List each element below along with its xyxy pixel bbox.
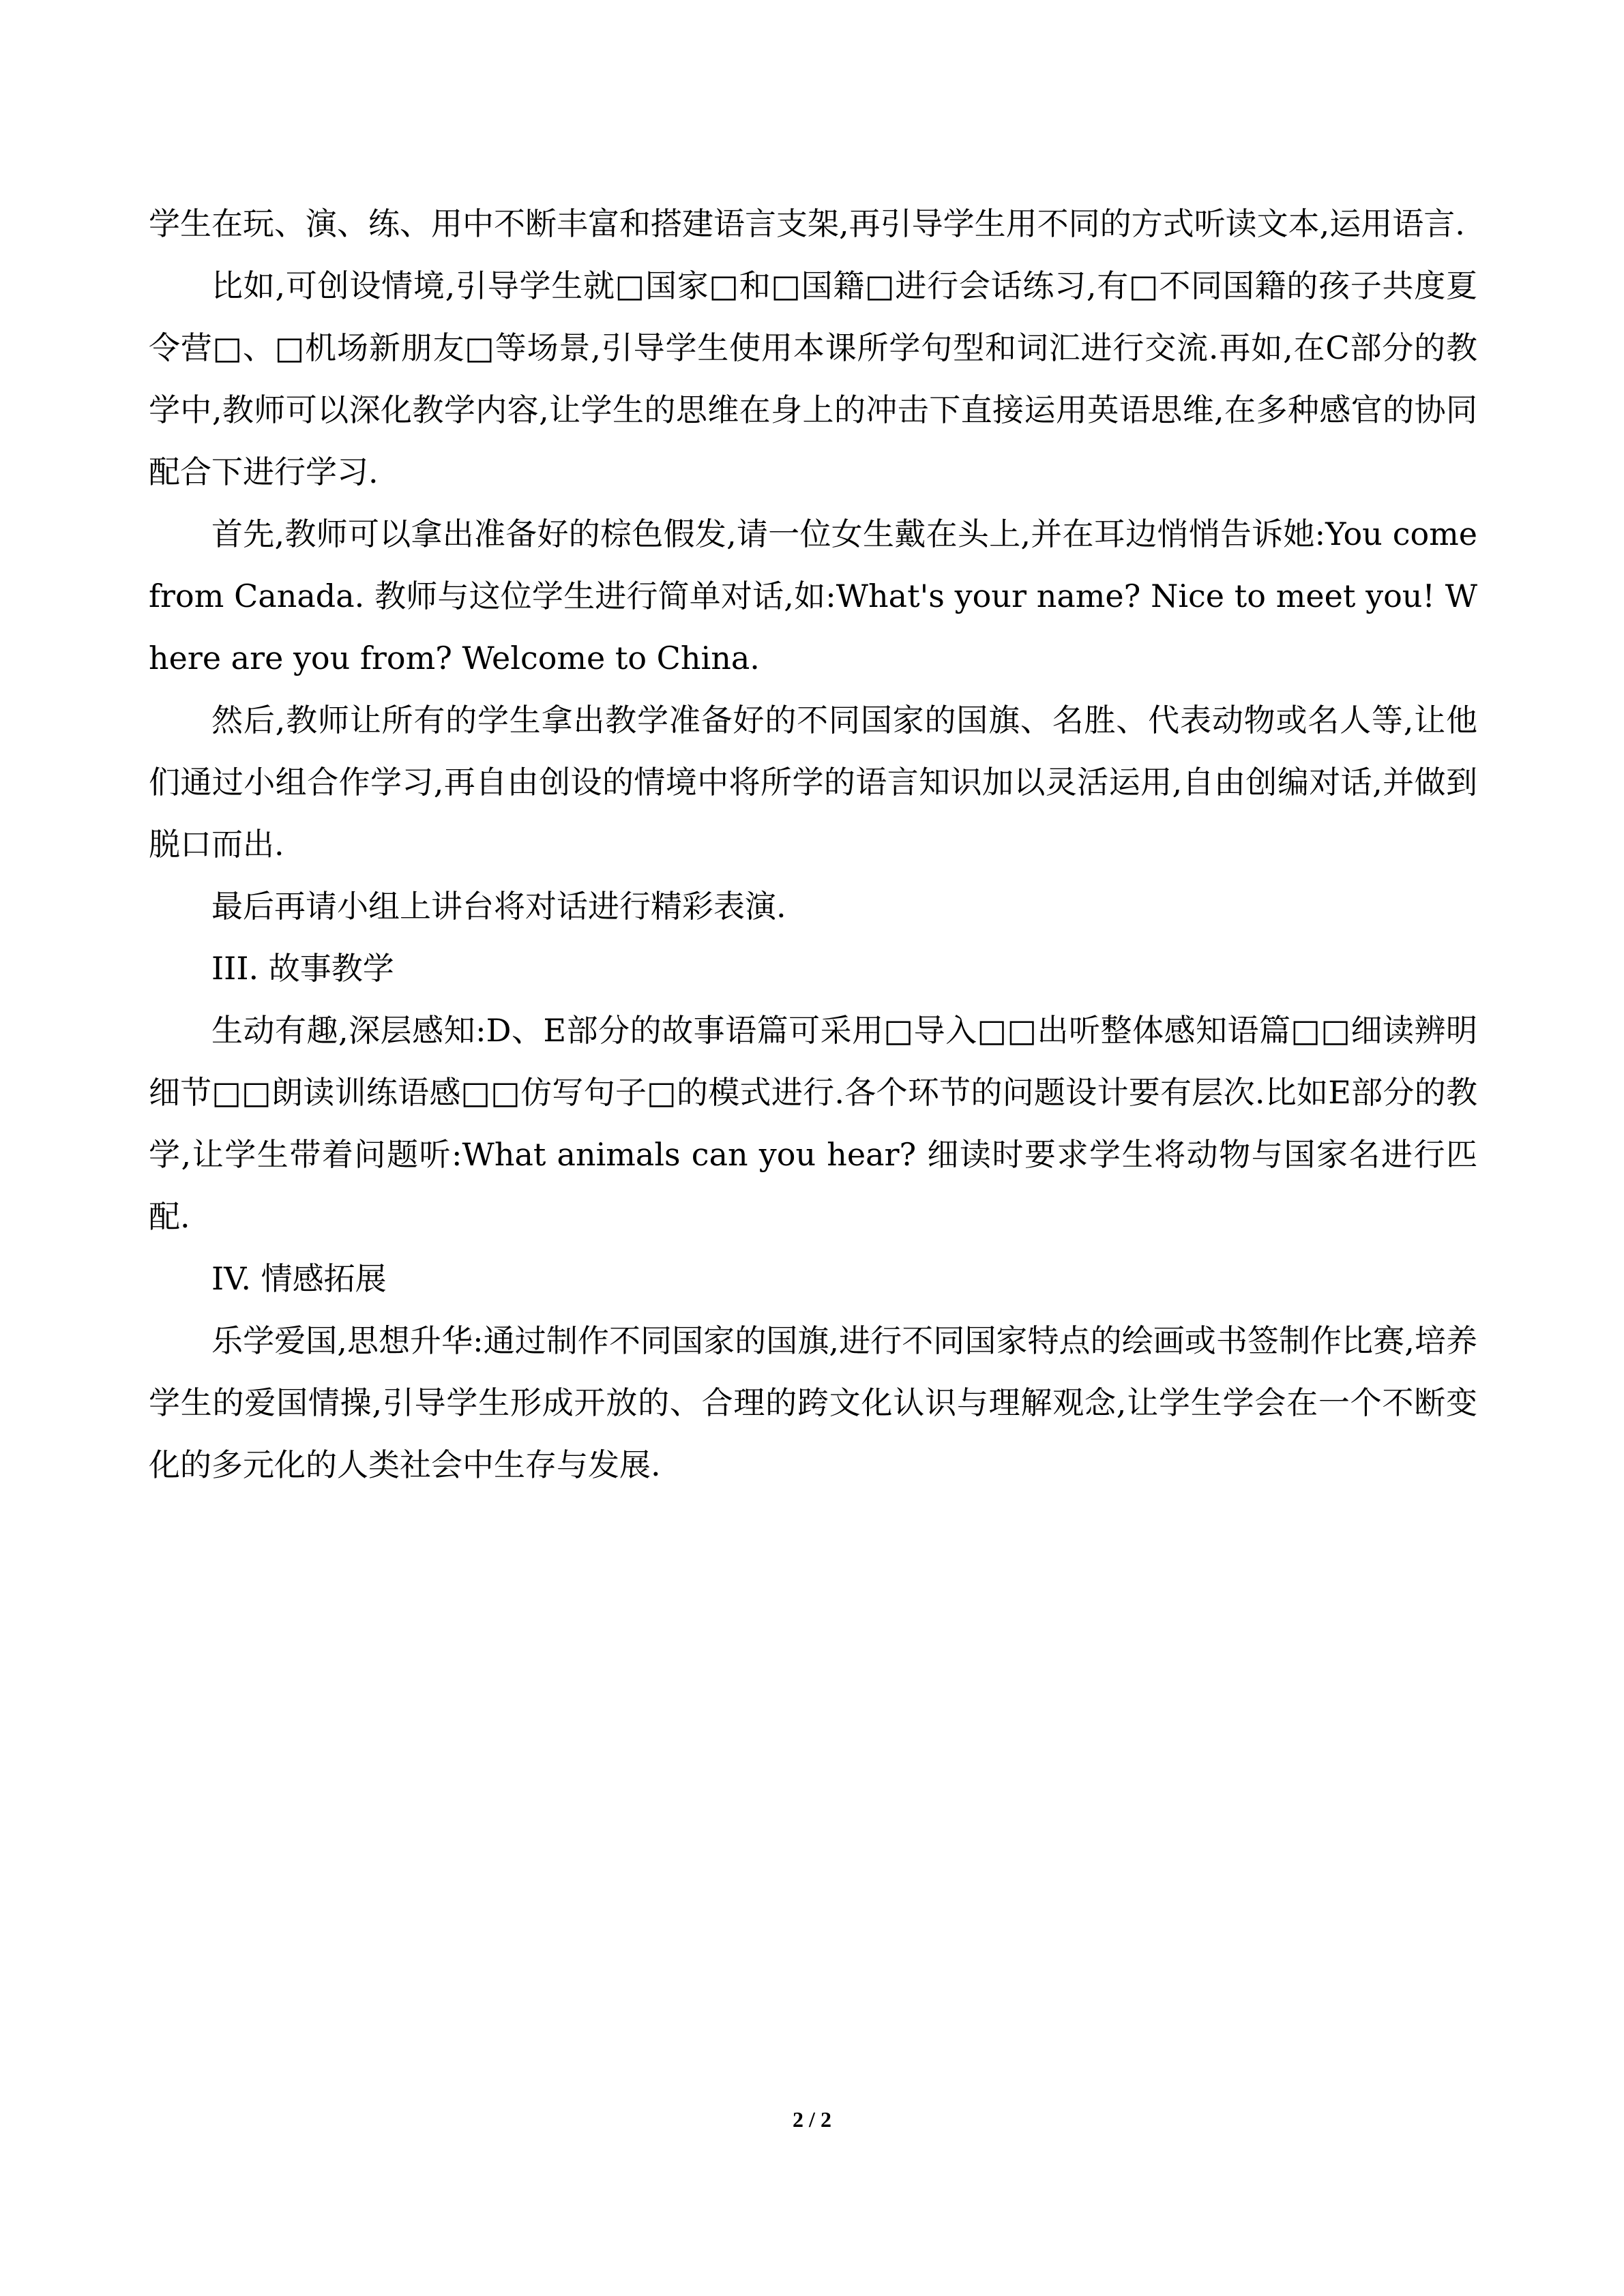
paragraph-situation-example: 比如,可创设情境,引导学生就□国家□和□国籍□进行会话练习,有□不同国籍的孩子共度夏令营□、□机场新朋友□等场景,引导学生使用本课所学句型和词汇进行交流.再如,在C部分的教学中,教师可以深化教学内容,让学生的思维在身上的冲击下直接运用英语思维,在多种感官的协同配合下进行学习.	[149, 267, 1477, 490]
paragraph-first-step: 首先,教师可以拿出准备好的棕色假发,请一位女生戴在头上,并在耳边悄悄告诉她:You come from Canada. 教师与这位学生进行简单对话,如:What's your name? Nice to meet you! Where are you from? Welcome to China.	[149, 516, 1477, 676]
section-heading-story-teaching: III. 故事教学	[211, 950, 394, 987]
page-number: 2 / 2	[793, 2107, 831, 2132]
document-body	[149, 193, 1477, 1496]
paragraph-continuation: 学生在玩、演、练、用中不断丰富和搭建语言支架,再引导学生用不同的方式听读文本,运用语言.	[149, 205, 1465, 242]
paragraph-emotion-extension: 乐学爱国,思想升华:通过制作不同国家的国旗,进行不同国家特点的绘画或书签制作比赛,培养学生的爱国情操,引导学生形成开放的、合理的跨文化认识与理解观念,让学生学会在一个不断变化的多元化的人类社会中生存与发展.	[149, 1322, 1477, 1483]
paragraph-last-step: 最后再请小组上讲台将对话进行精彩表演.	[211, 888, 786, 925]
paragraph-then-step: 然后,教师让所有的学生拿出教学准备好的不同国家的国旗、名胜、代表动物或名人等,让他们通过小组合作学习,再自由创设的情境中将所学的语言知识加以灵活运用,自由创编对话,并做到脱口而出.	[149, 702, 1477, 863]
section-heading-emotion-extension: IV. 情感拓展	[211, 1260, 387, 1297]
paragraph-story-teaching: 生动有趣,深层感知:D、E部分的故事语篇可采用□导入□□出听整体感知语篇□□细读辨明细节□□朗读训练语感□□仿写句子□的模式进行.各个环节的问题设计要有层次.比如E部分的教学,让学生带着问题听:What animals can you hear? 细读时要求学生将动物与国家名进行匹配.	[149, 1012, 1477, 1235]
